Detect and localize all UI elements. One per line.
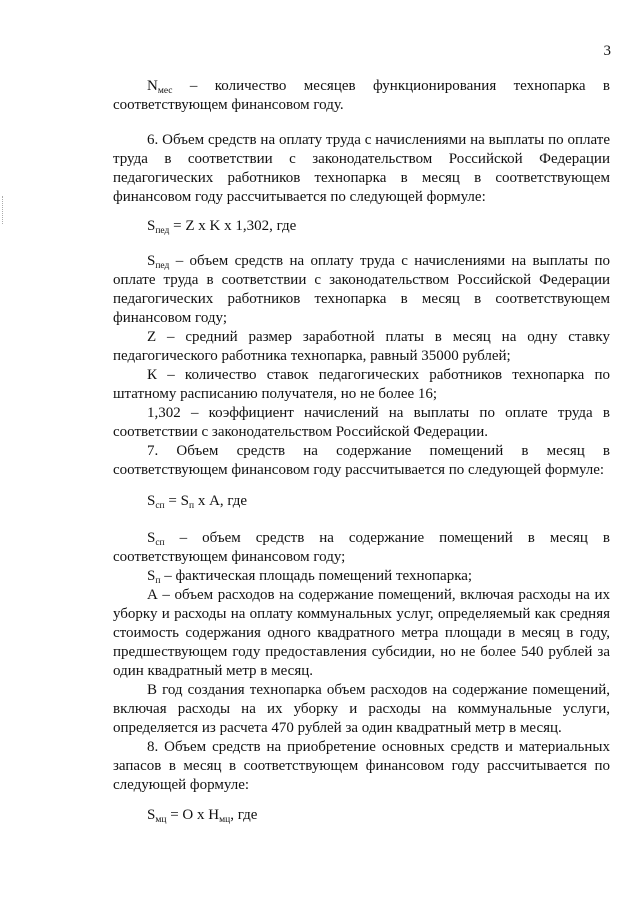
paragraph-7	[113, 442, 610, 480]
paragraph-6	[113, 131, 610, 207]
subscript-mc: мц	[155, 815, 167, 825]
definition-s-p	[113, 567, 610, 586]
nmes-definition	[113, 77, 610, 115]
definitions-2	[113, 529, 610, 738]
formula-3	[113, 806, 610, 825]
page-number: 3	[603, 43, 611, 59]
definition-a: А – объем расходов на содержание помещений, включая расходы на их уборку и расходы на оплату коммунальных услуг, определяемый как средняя стоимость содержания одного квадратного метра площади в месяц в году, предшествующем году предоставления субсидии, но не более 540 рублей за один квадратный метр в месяц.	[113, 587, 610, 679]
definition-s-ped	[113, 252, 610, 328]
subscript-mc: мц	[219, 815, 231, 825]
subscript-ped: пед	[155, 261, 170, 271]
paragraph-6-text: 6. Объем средств на оплату труда с начислениями на выплаты по оплате труда в соответствии с законодательством Российской Федерации педагогических работников технопарка в месяц в соответствующем финансовом году рассчитывается по следующей формуле:	[113, 132, 610, 205]
subscript-mes: мес	[157, 86, 173, 96]
definition-coefficient: 1,302 – коэффициент начислений на выплаты по оплате труда в соответствии с законодательством Российской Федерации.	[113, 405, 610, 440]
symbol-s: S	[147, 568, 156, 584]
formula-3-rhs: = O х H	[166, 807, 220, 823]
subscript-ped: пед	[155, 226, 170, 236]
formula-2-tail: х А, где	[194, 493, 248, 509]
paragraph-8-text: 8. Объем средств на приобретение основных средств и материальных запасов в месяц в соответствующем финансовом году рассчитывается по следующей формуле:	[113, 739, 610, 793]
subscript-p: п	[155, 576, 161, 586]
definition-s-ped-text: – объем средств на оплату труда с начислениями на выплаты по оплате труда в соответствии с законодательством Российской Федерации педагогических работников технопарка в месяц в соответствующем финансовом году;	[113, 253, 610, 326]
formula-1-rhs: = Z х K х 1,302, где	[169, 218, 297, 234]
symbol-n: N	[147, 78, 158, 94]
formula-1	[113, 217, 610, 236]
paragraph-7-text: 7. Объем средств на содержание помещений в месяц в соответствующем финансовом году рассчитывается по следующей формуле:	[113, 443, 610, 478]
subscript-sp: сп	[155, 501, 165, 511]
definition-s-sp-text: – объем средств на содержание помещений в месяц в соответствующем финансовом году;	[113, 530, 610, 565]
symbol-s: S	[147, 493, 156, 509]
definition-k: К – количество ставок педагогических работников технопарка по штатному расписанию получателя, но не более 16;	[113, 367, 610, 402]
definition-s-sp	[113, 529, 610, 567]
symbol-s: S	[147, 807, 156, 823]
subscript-sp: сп	[155, 538, 165, 548]
definitions-1	[113, 252, 610, 442]
scan-margin-mark	[2, 196, 6, 224]
formula-2-eq: = S	[164, 493, 189, 509]
formula-2	[113, 492, 610, 511]
paragraph-8	[113, 738, 610, 795]
subscript-p: п	[188, 501, 195, 511]
first-year-note: В год создания технопарка объем расходов на содержание помещений, включая расходы на их уборку и расходы на коммунальные услуги, определяется из расчета 470 рублей за один квадратный метр в месяц.	[113, 682, 610, 736]
symbol-s: S	[147, 253, 156, 269]
formula-3-tail: , где	[230, 807, 258, 823]
nmes-definition-text: – количество месяцев функционирования технопарка в соответствующем финансовом году.	[113, 78, 610, 113]
definition-z: Z – средний размер заработной платы в месяц на одну ставку педагогического работника технопарка, равный 35000 рублей;	[113, 329, 610, 364]
symbol-s: S	[147, 218, 156, 234]
symbol-s: S	[147, 530, 156, 546]
definition-s-p-text: – фактическая площадь помещений технопарка;	[160, 568, 473, 584]
